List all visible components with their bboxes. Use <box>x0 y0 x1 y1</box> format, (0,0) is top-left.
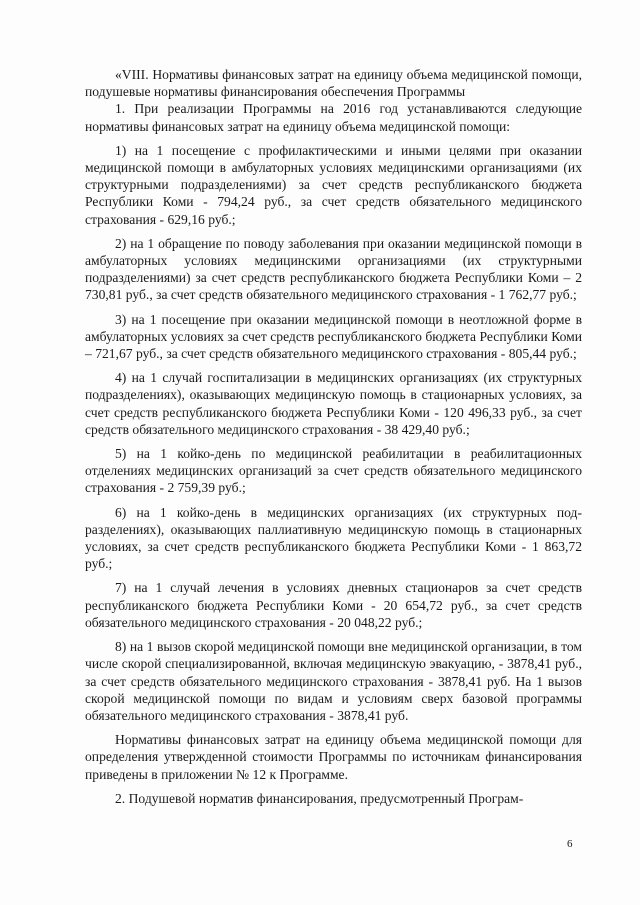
paragraph-item-1: 1) на 1 посещение с профилактическими и иными целями при оказании медицинской помощи в амбулаторных условиях медицинскими организациями (их структурными подразделениями) за счет средств республиканского бюджета Республики Коми - 794,24 руб., за счет средств обязательного медицинского страхования - 629,16 руб.; <box>85 142 582 227</box>
paragraph-item-5: 5) на 1 койко-день по медицинской реабилитации в реабилитационных отделениях медицинских организаций за счет средств обязательного медицинского страхования - 2 759,39 руб.; <box>85 446 582 496</box>
section-heading: «VIII. Нормативы финансовых затрат на единицу объема медицинской помощи, подушевые нормативы финансирования обеспечения Программы <box>85 67 582 100</box>
paragraph-item-2: 2) на 1 обращение по поводу заболевания при оказании медицинской помощи в амбулаторных условиях медицинскими организациями (их структурными подразделениями) за счет средств республиканского бюджета Республики Коми – 2 730,81 руб., за счет средств обязательного медицинского страхования - 1 762,77 руб.; <box>85 235 582 303</box>
paragraph-item-4: 4) на 1 случай госпитализации в медицинских организациях (их структурных подразделениях), оказывающих медицинскую помощь в стационарных условиях, за счет средств республиканского бюджета Республики Коми - 120 496,33 руб., за счет средств обязательного медицинского страхования - 38 429,40 руб.; <box>85 370 582 437</box>
paragraph-item-7: 7) на 1 случай лечения в условиях дневных стационаров за счет средств республиканского бюджета Республики Коми - 20 654,72 руб., за счет средств обязательного медицинского страхования - 20 048,22 руб.; <box>85 580 582 630</box>
paragraph-norms-summary: Нормативы финансовых затрат на единицу объема медицинской помощи для определения утвержденной стоимости Программы по источникам финансирования приведены в приложении № 12 к Программе. <box>85 732 582 782</box>
paragraph-item-8: 8) на 1 вызов скорой медицинской помощи вне медицинской организации, в том числе скорой специализированной, включая медицинскую эвакуацию, - 3878,41 руб., за счет средств обязательного медицинского страхования - 3878,41 руб. На 1 вызов скорой медицинской помощи по видам и условиям сверх базовой программы обязательного медицинского страхования - 3878,41 руб. <box>85 639 582 723</box>
paragraph-item-3: 3) на 1 посещение при оказании медицинской помощи в неотложной форме в амбулаторных условиях за счет средств республиканского бюджета Республики Коми – 721,67 руб., за счет средств обязательного медицинского страхования - 805,44 руб.; <box>85 311 582 362</box>
page-number: 6 <box>567 838 573 850</box>
document-body <box>85 66 582 807</box>
paragraph-item-6: 6) на 1 койко-день в медицинских организациях (их структурных подразделениях), оказывающих паллиативную медицинскую помощь в стационарных условиях, за счет средств республиканского бюджета Республики Коми - 1 863,72 руб.; <box>85 504 582 572</box>
paragraph-intro: 1. При реализации Программы на 2016 год устанавливаются следующие нормативы финансовых затрат на единицу объема медицинской помощи: <box>85 101 582 134</box>
paragraph-per-capita-norm: 2. Подушевой норматив финансирования, предусмотренный Програм- <box>115 790 524 806</box>
